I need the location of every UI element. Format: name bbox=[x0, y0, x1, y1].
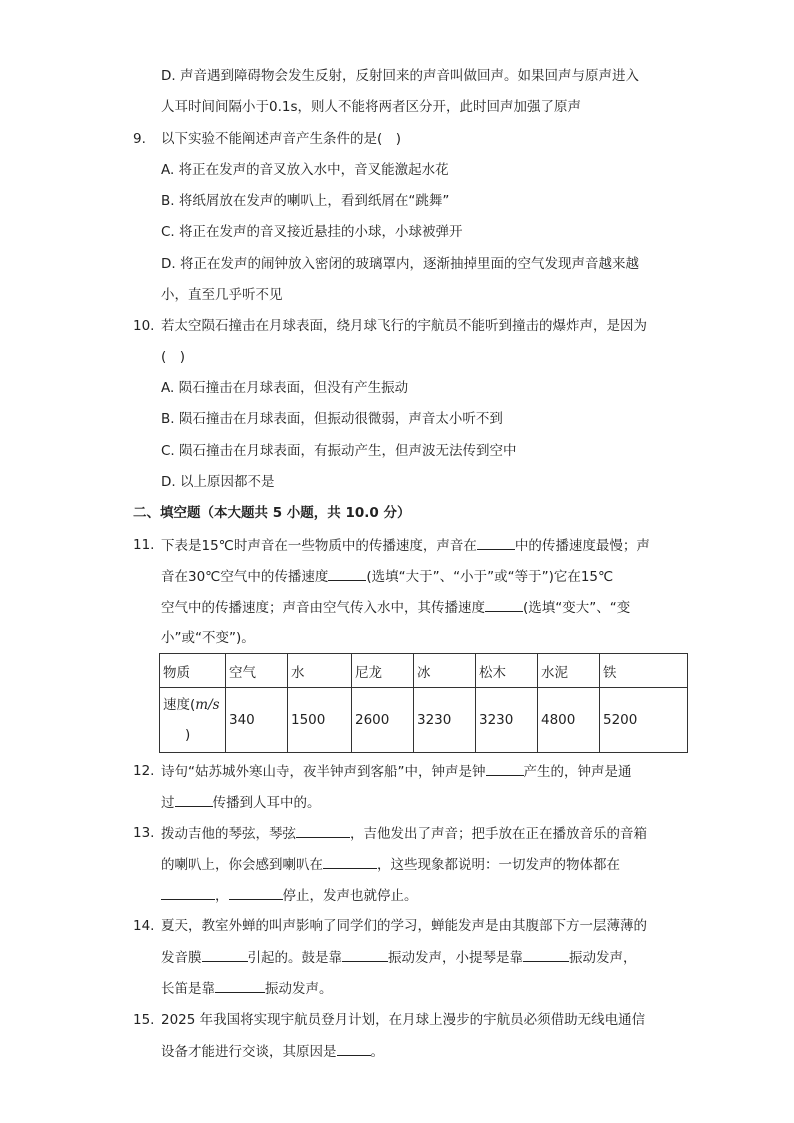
q9-option-d-line1: D. 将正在发声的闹钟放入密闭的玻璃罩内，逐渐抽掉里面的空气发现声音越来越 bbox=[161, 256, 639, 272]
q14-text: 发音膜 bbox=[161, 950, 202, 966]
q12-text: 产生的，钟声是通 bbox=[523, 764, 632, 780]
q11-text: 空气中的传播速度；声音由空气传入水中，其传播速度 bbox=[161, 600, 485, 616]
q11-line1 bbox=[161, 535, 650, 556]
table-header-cell: 尼龙 bbox=[352, 654, 414, 688]
speed-table bbox=[159, 653, 688, 753]
q11-blank-2[interactable] bbox=[328, 566, 366, 581]
q13-text: ，这些现象都说明：一切发声的物体都在 bbox=[377, 857, 620, 873]
q10-option-d: D. 以上原因都不是 bbox=[161, 474, 275, 490]
q8-option-d-line2: 人耳时间间隔小于0.1s，则人不能将两者区分开，此时回声加强了原声 bbox=[161, 99, 582, 115]
q11-text: (选填“大于”、“小于”或“等于”)它在15℃ bbox=[366, 569, 614, 585]
table-row bbox=[160, 688, 688, 753]
table-header-cell: 水 bbox=[288, 654, 352, 688]
q11-text: (选填“变大”、“变 bbox=[523, 600, 631, 616]
q15-blank-1[interactable] bbox=[337, 1041, 371, 1056]
q14-line1: 夏天，教室外蝉的叫声影响了同学们的学习，蝉能发声是由其腹部下方一层薄薄的 bbox=[161, 918, 647, 934]
row-label-close: ) bbox=[185, 727, 191, 743]
q10-option-a: A. 陨石撞击在月球表面，但没有产生振动 bbox=[161, 380, 409, 396]
q13-text: ，吉他发出了声音；把手放在正在播放音乐的音箱 bbox=[350, 826, 647, 842]
q14-text: 长笛是靠 bbox=[161, 981, 215, 997]
q10-stem-line2: ( ) bbox=[161, 349, 186, 365]
q11-text: 下表是15℃时声音在一些物质中的传播速度，声音在 bbox=[161, 538, 477, 554]
table-cell: 340 bbox=[226, 688, 288, 753]
q14-blank-1[interactable] bbox=[202, 947, 248, 962]
table-cell: 3230 bbox=[414, 688, 476, 753]
q9-number: 9. bbox=[133, 131, 146, 147]
q14-blank-2[interactable] bbox=[342, 947, 388, 962]
table-cell: 1500 bbox=[288, 688, 352, 753]
q14-text: 振动发声，小提琴是靠 bbox=[388, 950, 523, 966]
q15-text: 设备才能进行交谈，其原因是 bbox=[161, 1044, 337, 1060]
table-header-cell: 冰 bbox=[414, 654, 476, 688]
q12-line1 bbox=[161, 761, 632, 782]
table-header-cell: 物质 bbox=[160, 654, 226, 688]
q14-blank-3[interactable] bbox=[523, 947, 569, 962]
q14-line2 bbox=[161, 947, 637, 968]
q14-number: 14. bbox=[133, 918, 155, 934]
q13-text: 停止，发声也就停止。 bbox=[282, 888, 418, 904]
q14-blank-4[interactable] bbox=[215, 978, 265, 993]
q13-blank-2[interactable] bbox=[323, 854, 377, 869]
q9-option-d-line2: 小，直至几乎听不见 bbox=[161, 287, 283, 303]
q13-text: ， bbox=[215, 888, 229, 904]
q13-line1 bbox=[161, 823, 647, 844]
table-cell: 4800 bbox=[538, 688, 600, 753]
q11-line4: 小”或“不变”)。 bbox=[161, 630, 255, 646]
q12-text: 过 bbox=[161, 795, 175, 811]
table-cell: 3230 bbox=[476, 688, 538, 753]
q10-stem-line1: 若太空陨石撞击在月球表面，绕月球飞行的宇航员不能听到撞击的爆炸声，是因为 bbox=[161, 318, 647, 334]
q11-line2 bbox=[161, 566, 613, 587]
q13-blank-1[interactable] bbox=[296, 823, 350, 838]
q12-blank-1[interactable] bbox=[486, 761, 524, 776]
q9-stem: 以下实验不能阐述声音产生条件的是( ) bbox=[161, 131, 402, 147]
q11-blank-1[interactable] bbox=[477, 535, 515, 550]
q15-text: 。 bbox=[370, 1044, 384, 1060]
section-heading-fill-in: 二、填空题（本大题共 5 小题，共 10.0 分） bbox=[133, 505, 411, 521]
q14-line3 bbox=[161, 978, 333, 999]
q13-number: 13. bbox=[133, 825, 155, 841]
q13-blank-4[interactable] bbox=[229, 885, 283, 900]
q15-line2 bbox=[161, 1041, 384, 1062]
q10-option-b: B. 陨石撞击在月球表面，但振动很微弱，声音太小听不到 bbox=[161, 411, 503, 427]
q15-number: 15. bbox=[133, 1012, 155, 1028]
q13-line3 bbox=[161, 885, 418, 906]
q13-text: 拨动吉他的琴弦，琴弦 bbox=[161, 826, 296, 842]
q11-blank-3[interactable] bbox=[485, 597, 523, 612]
q12-text: 诗句“姑苏城外寒山寺，夜半钟声到客船”中，钟声是钟 bbox=[161, 764, 486, 780]
q9-option-a: A. 将正在发声的音叉放入水中，音叉能激起水花 bbox=[161, 162, 449, 178]
q9-option-b: B. 将纸屑放在发声的喇叭上，看到纸屑在“跳舞” bbox=[161, 193, 450, 209]
q10-option-c: C. 陨石撞击在月球表面，有振动产生，但声波无法传到空中 bbox=[161, 443, 517, 459]
q14-text: 振动发声。 bbox=[265, 981, 333, 997]
table-header-row bbox=[160, 654, 688, 688]
table-header-cell: 空气 bbox=[226, 654, 288, 688]
table-header-cell: 水泥 bbox=[538, 654, 600, 688]
table-cell: 2600 bbox=[352, 688, 414, 753]
q11-text: 音在30℃空气中的传播速度 bbox=[161, 569, 329, 585]
q12-line2 bbox=[161, 792, 321, 813]
q9-option-c: C. 将正在发声的音叉接近悬挂的小球，小球被弹开 bbox=[161, 224, 463, 240]
q12-number: 12. bbox=[133, 763, 155, 779]
q12-blank-2[interactable] bbox=[175, 792, 213, 807]
table-header-cell: 松木 bbox=[476, 654, 538, 688]
table-header-cell: 铁 bbox=[600, 654, 688, 688]
q10-number: 10. bbox=[133, 318, 155, 334]
q13-blank-3[interactable] bbox=[161, 885, 215, 900]
q13-line2 bbox=[161, 854, 620, 875]
q13-text: 的喇叭上，你会感到喇叭在 bbox=[161, 857, 323, 873]
q14-text: 振动发声， bbox=[569, 950, 637, 966]
q15-line1: 2025 年我国将实现宇航员登月计划，在月球上漫步的宇航员必须借助无线电通信 bbox=[161, 1012, 646, 1028]
q8-option-d-line1: D. 声音遇到障碍物会发生反射，反射回来的声音叫做回声。如果回声与原声进入 bbox=[161, 68, 639, 84]
row-label-text: 速度( bbox=[163, 697, 196, 713]
q12-text: 传播到人耳中的。 bbox=[212, 795, 321, 811]
table-row-label bbox=[160, 688, 226, 753]
q11-text: 中的传播速度最慢；声 bbox=[514, 538, 650, 554]
table-cell: 5200 bbox=[600, 688, 688, 753]
q11-line3 bbox=[161, 597, 630, 618]
q14-text: 引起的。鼓是靠 bbox=[247, 950, 342, 966]
row-label-unit: m/s bbox=[195, 697, 220, 713]
q11-number: 11. bbox=[133, 537, 155, 553]
